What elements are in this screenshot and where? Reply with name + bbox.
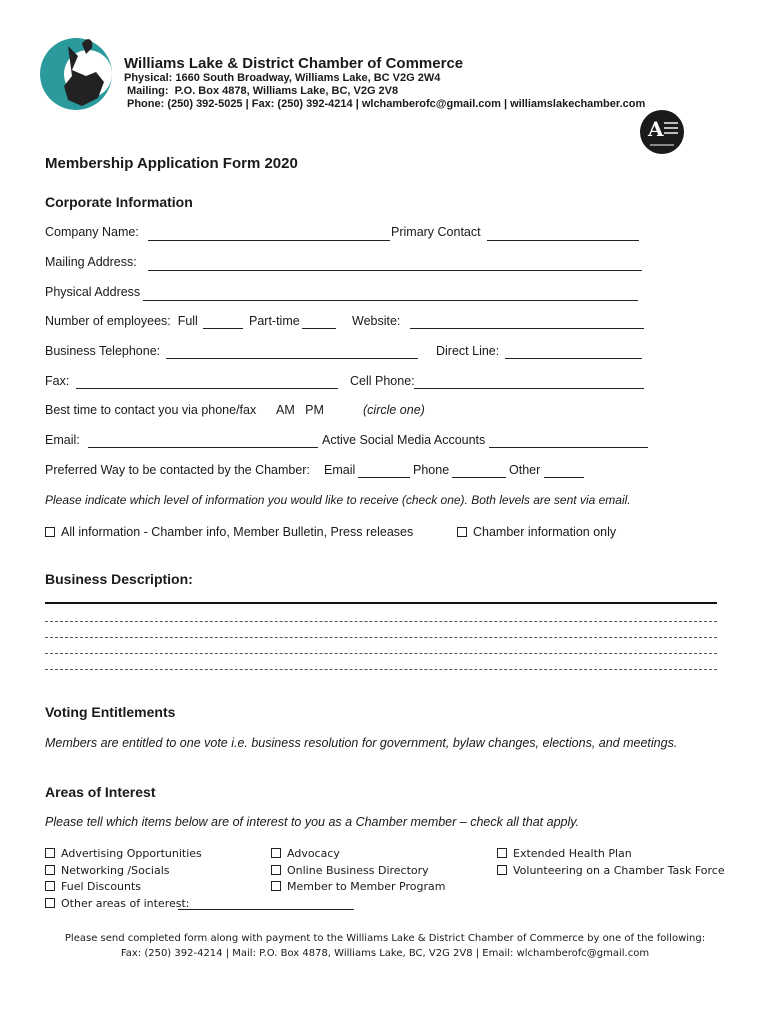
mailing-address-label: Mailing Address: bbox=[45, 255, 137, 269]
direct-line-field[interactable] bbox=[505, 358, 642, 359]
interest-label: Online Business Directory bbox=[287, 864, 429, 877]
employees-label: Number of employees: Full bbox=[45, 314, 198, 328]
employees-part-time-field[interactable] bbox=[302, 328, 336, 329]
info-level-note: Please indicate which level of information you would like to receive (check one). Both levels are sent via email. bbox=[45, 493, 631, 507]
accreditation-badge bbox=[640, 110, 684, 154]
interest-label: Fuel Discounts bbox=[61, 880, 142, 893]
voting-text: Members are entitled to one vote i.e. business resolution for government, bylaw changes, elections, and meetings. bbox=[45, 736, 678, 750]
interest-m2m[interactable] bbox=[271, 880, 445, 893]
pref-email-label: Email bbox=[324, 463, 356, 477]
email-label: Email: bbox=[45, 433, 80, 447]
checkbox-icon[interactable] bbox=[45, 881, 55, 891]
website-label: Website: bbox=[352, 314, 401, 328]
mailing-address-field[interactable] bbox=[148, 270, 642, 271]
form-title: Membership Application Form 2020 bbox=[45, 155, 298, 172]
business-description-lines[interactable] bbox=[45, 621, 717, 685]
circle-one-note: (circle one) bbox=[363, 403, 425, 417]
option-chamber-only[interactable] bbox=[457, 525, 616, 539]
interest-label: Networking /Socials bbox=[61, 864, 170, 877]
corporate-heading: Corporate Information bbox=[45, 194, 193, 210]
logo-letter: C bbox=[48, 116, 49, 117]
interest-label: Extended Health Plan bbox=[513, 847, 632, 860]
interest-advocacy[interactable] bbox=[271, 847, 340, 860]
checkbox-icon[interactable] bbox=[45, 527, 55, 537]
interest-label: Member to Member Program bbox=[287, 880, 446, 893]
interest-label: Other areas of interest: bbox=[61, 897, 190, 910]
pref-email-field[interactable] bbox=[358, 477, 410, 478]
employees-full-field[interactable] bbox=[203, 328, 243, 329]
cell-phone-label: Cell Phone: bbox=[350, 374, 415, 388]
physical-address-field[interactable] bbox=[143, 300, 638, 301]
org-name: Williams Lake & District Chamber of Commerce bbox=[124, 55, 464, 72]
interest-networking[interactable] bbox=[45, 864, 170, 877]
interest-heading: Areas of Interest bbox=[45, 784, 156, 800]
business-description-rule bbox=[45, 602, 717, 604]
part-time-label: Part-time bbox=[249, 314, 300, 328]
checkbox-icon[interactable] bbox=[45, 898, 55, 908]
direct-line-label: Direct Line: bbox=[436, 344, 500, 358]
checkbox-icon[interactable] bbox=[45, 848, 55, 858]
checkbox-icon[interactable] bbox=[497, 848, 507, 858]
checkbox-icon[interactable] bbox=[45, 865, 55, 875]
best-time-label: Best time to contact you via phone/fax bbox=[45, 403, 257, 417]
company-name-field[interactable] bbox=[148, 240, 390, 241]
pref-other-label: Other bbox=[509, 463, 541, 477]
fax-label: Fax: bbox=[45, 374, 70, 388]
business-telephone-label: Business Telephone: bbox=[45, 344, 161, 358]
option-all-information[interactable] bbox=[45, 525, 413, 539]
physical-address-label: Physical Address bbox=[45, 285, 141, 299]
primary-contact-label: Primary Contact bbox=[391, 225, 481, 239]
interest-advertising[interactable] bbox=[45, 847, 202, 860]
interest-directory[interactable] bbox=[271, 864, 429, 877]
contact-line: Phone: (250) 392-5025 | Fax: (250) 392-4214 | wlchamberofc@gmail.com | williamslakechamber.com bbox=[127, 98, 646, 110]
interest-other[interactable] bbox=[45, 897, 190, 910]
interest-label: Advocacy bbox=[287, 847, 340, 860]
voting-heading: Voting Entitlements bbox=[45, 704, 176, 720]
option-all-label: All information - Chamber info, Member Bulletin, Press releases bbox=[61, 525, 414, 539]
business-description-heading: Business Description: bbox=[45, 571, 193, 587]
interest-health-plan[interactable] bbox=[497, 847, 632, 860]
email-field[interactable] bbox=[88, 447, 318, 448]
interest-text: Please tell which items below are of interest to you as a Chamber member – check all that apply. bbox=[45, 815, 580, 829]
interest-fuel[interactable] bbox=[45, 880, 141, 893]
checkbox-icon[interactable] bbox=[271, 881, 281, 891]
checkbox-icon[interactable] bbox=[457, 527, 467, 537]
fax-field[interactable] bbox=[76, 388, 338, 389]
cell-phone-field[interactable] bbox=[414, 388, 644, 389]
primary-contact-field[interactable] bbox=[487, 240, 639, 241]
website-field[interactable] bbox=[410, 328, 644, 329]
badge-letter: A bbox=[648, 117, 664, 141]
option-chamber-label: Chamber information only bbox=[473, 525, 617, 539]
pref-phone-label: Phone bbox=[413, 463, 450, 477]
business-telephone-field[interactable] bbox=[166, 358, 418, 359]
footer-contact: Fax: (250) 392-4214 | Mail: P.O. Box 4878, Williams Lake, BC, V2G 2V8 | Email: wlchamberofc@gmail.com bbox=[120, 948, 650, 959]
footer-instructions: Please send completed form along with payment to the Williams Lake & District Chamber of Commerce by one of the following: bbox=[64, 933, 706, 944]
pref-phone-field[interactable] bbox=[452, 477, 506, 478]
social-media-field[interactable] bbox=[489, 447, 648, 448]
physical-address-line: Physical: 1660 South Broadway, Williams Lake, BC V2G 2W4 bbox=[124, 72, 441, 84]
pref-other-field[interactable] bbox=[544, 477, 584, 478]
social-media-label: Active Social Media Accounts bbox=[322, 433, 486, 447]
mailing-address-line: Mailing: P.O. Box 4878, Williams Lake, BC, V2G 2V8 bbox=[127, 85, 399, 97]
interest-label: Volunteering on a Chamber Task Force bbox=[513, 864, 725, 877]
checkbox-icon[interactable] bbox=[271, 865, 281, 875]
interest-volunteering[interactable] bbox=[497, 864, 725, 877]
interest-label: Advertising Opportunities bbox=[61, 847, 202, 860]
company-name-label: Company Name: bbox=[45, 225, 139, 239]
checkbox-icon[interactable] bbox=[497, 865, 507, 875]
preferred-way-label: Preferred Way to be contacted by the Chamber: bbox=[45, 463, 310, 477]
chamber-logo bbox=[38, 26, 118, 121]
am-pm-options[interactable]: AM PM bbox=[276, 403, 324, 417]
other-interest-field[interactable] bbox=[178, 909, 354, 910]
checkbox-icon[interactable] bbox=[271, 848, 281, 858]
